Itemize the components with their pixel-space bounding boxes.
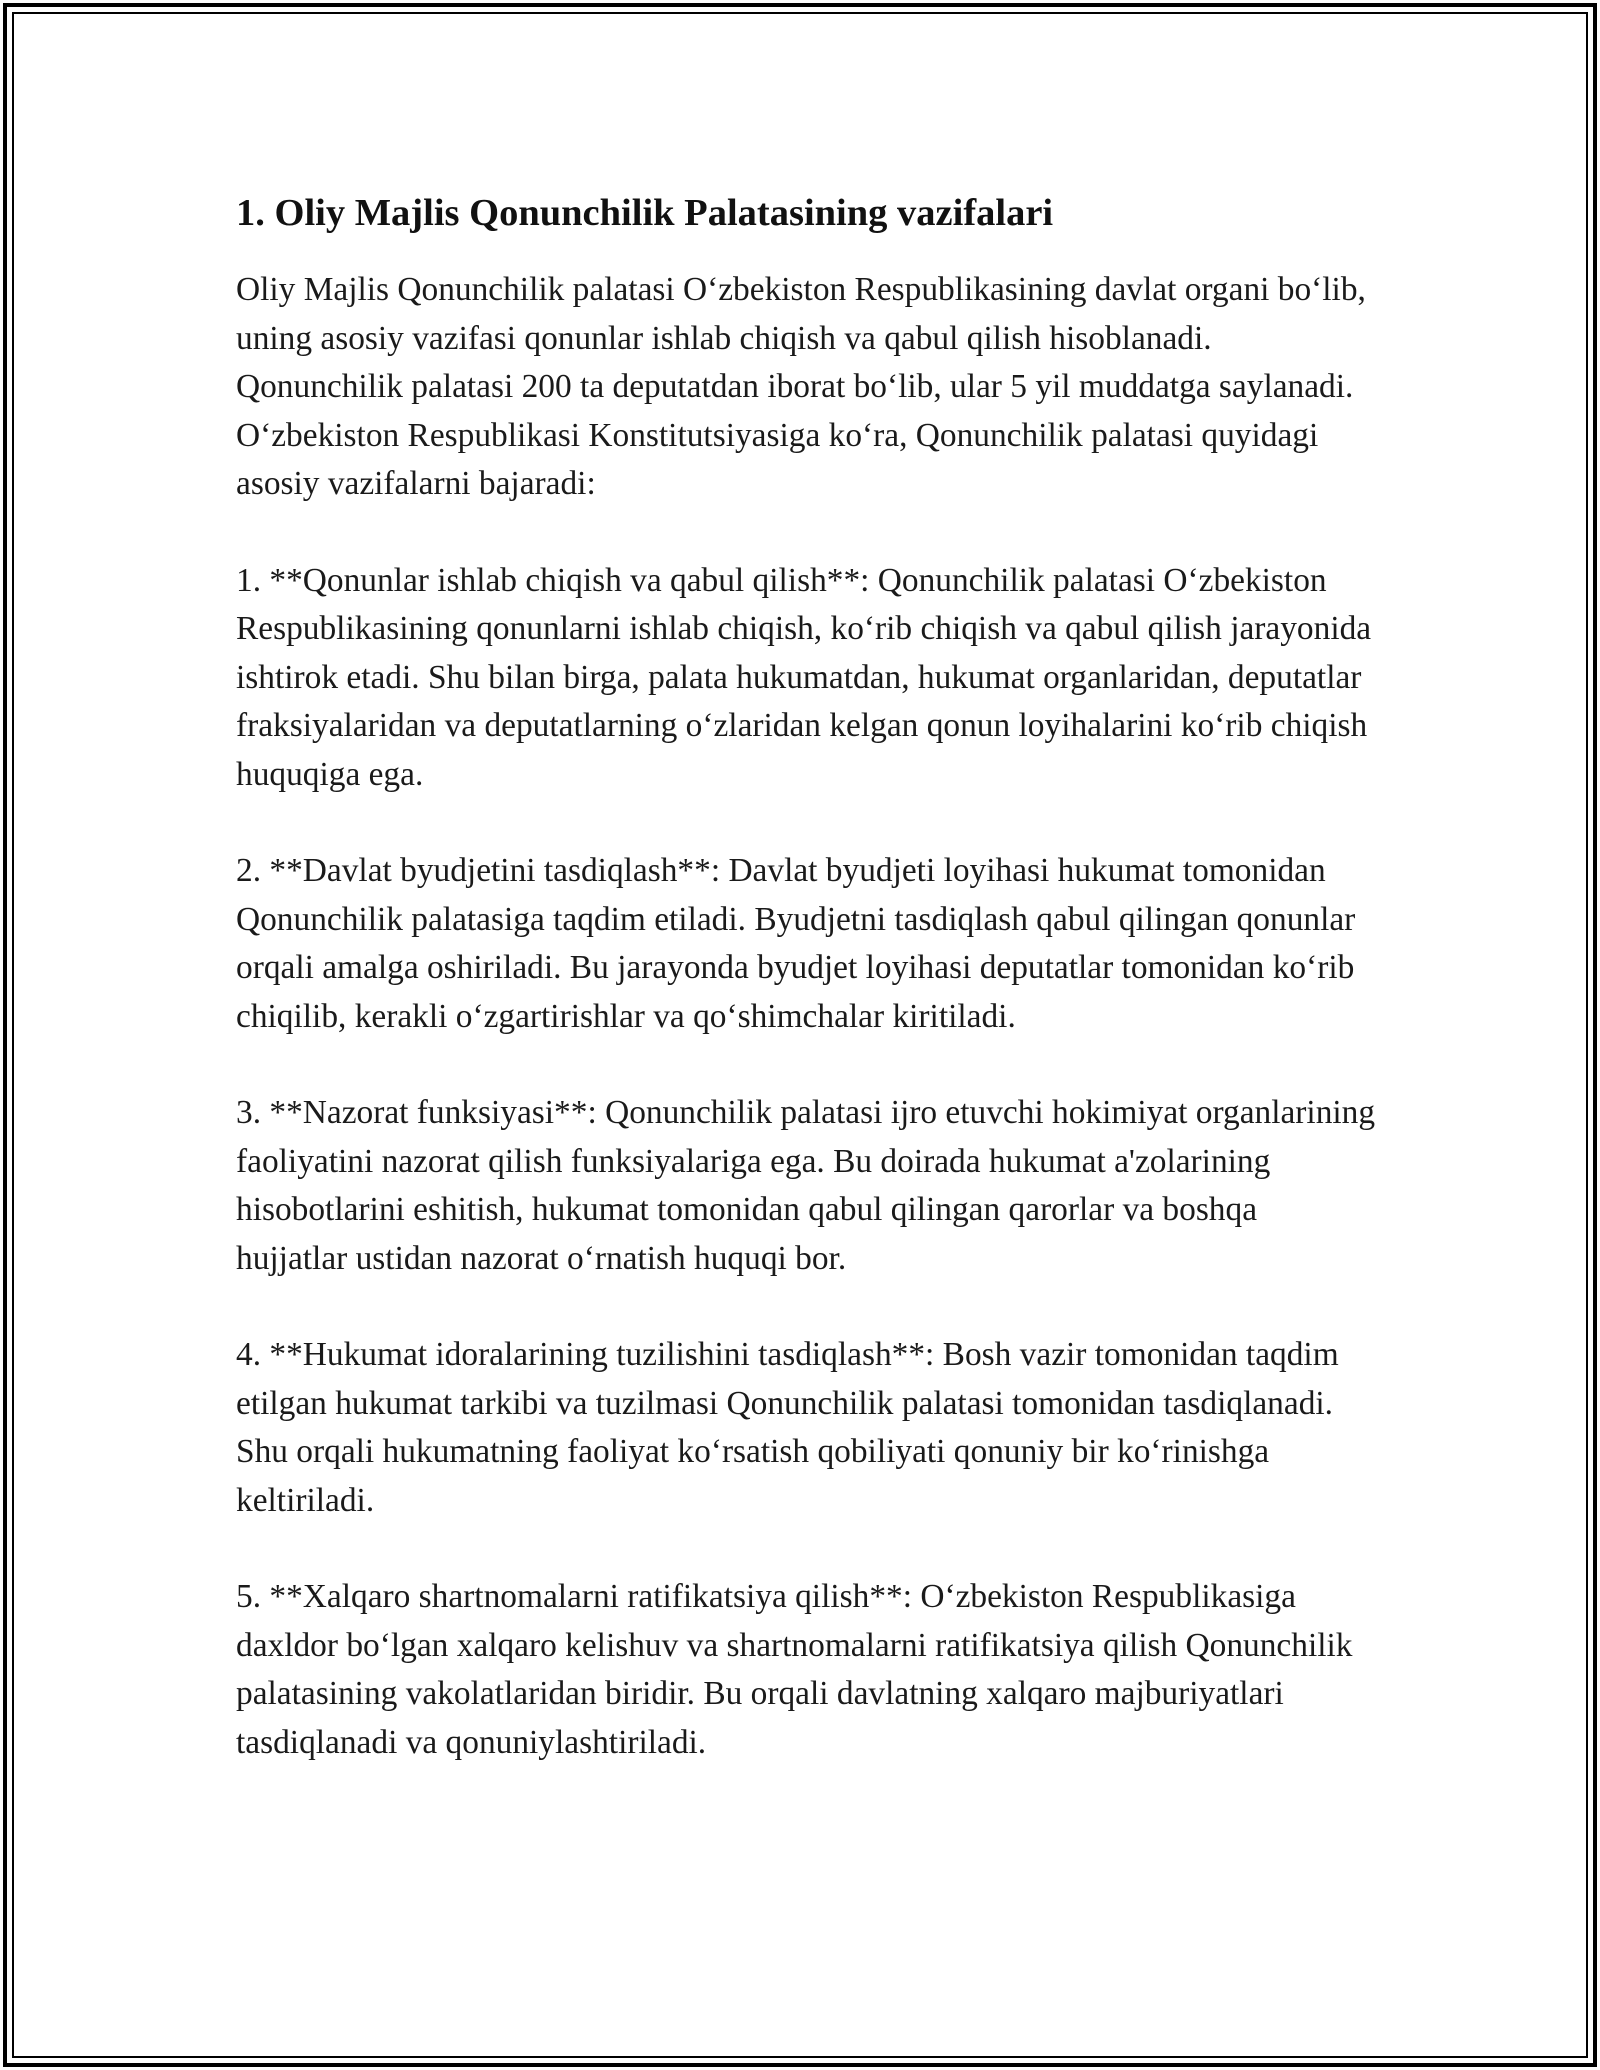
list-item-treaty-ratification: 5. **Xalqaro shartnomalarni ratifikatsiya qilish**: O‘zbekiston Respublikasiga daxldor bo‘lgan xalqaro kelishuv va shartnomalarni ratifikatsiya qilish Qonunchilik palatasining vakolatlaridan biridir. Bu orqali davlatning xalqaro majburiyatlari tasdiqlanadi va qonuniylashtiriladi. [236, 1578, 1353, 1761]
intro-paragraph: Oliy Majlis Qonunchilik palatasi O‘zbekiston Respublikasining davlat organi bo‘lib, uning asosiy vazifasi qonunlar ishlab chiqish va qabul qilish hisoblanadi. Qonunchilik palatasi 200 ta deputatdan iborat bo‘lib, ular 5 yil muddatga saylanadi. O‘zbekiston Respublikasi Konstitutsiyasiga ko‘ra, Qonunchilik palatasi quyidagi asosiy vazifalarni bajaradi: [236, 271, 1366, 502]
list-item-lawmaking: 1. **Qonunlar ishlab chiqish va qabul qilish**: Qonunchilik palatasi O‘zbekiston Respublikasining qonunlarni ishlab chiqish, ko‘rib chiqish va qabul qilish jarayonida ishtirok etadi. Shu bilan birga, palata hukumatdan, hukumat organlaridan, deputatlar fraksiyalaridan va deputatlarning o‘zlaridan kelgan qonun loyihalarini ko‘rib chiqish huquqiga ega. [236, 561, 1372, 793]
list-item-government-structure: 4. **Hukumat idoralarining tuzilishini tasdiqlash**: Bosh vazir tomonidan taqdim etilgan hukumat tarkibi va tuzilmasi Qonunchilik palatasi tomonidan tasdiqlanadi. Shu orqali hukumatning faoliyat ko‘rsatish qobiliyati qonuniy bir ko‘rinishga keltiriladi. [236, 1336, 1339, 1519]
document-title: 1. Oliy Majlis Qonunchilik Palatasining vazifalari [236, 192, 1054, 234]
list-item-oversight: 3. **Nazorat funksiyasi**: Qonunchilik palatasi ijro etuvchi hokimiyat organlarining faoliyatini nazorat qilish funksiyalariga ega. Bu doirada hukumat a'zolarining hisobotlarini eshitish, hukumat tomonidan qabul qilingan qarorlar va boshqa hujjatlar ustidan nazorat o‘rnatish huquqi bor. [236, 1094, 1376, 1277]
document-body [236, 187, 1376, 1815]
list-item-budget: 2. **Davlat byudjetini tasdiqlash**: Davlat byudjeti loyihasi hukumat tomonidan Qonunchilik palatasiga taqdim etiladi. Byudjetni tasdiqlash qabul qilingan qonunlar orqali amalga oshiriladi. Bu jarayonda byudjet loyihasi deputatlar tomonidan ko‘rib chiqilib, kerakli o‘zgartirishlar va qo‘shimchalar kiritiladi. [236, 852, 1356, 1035]
